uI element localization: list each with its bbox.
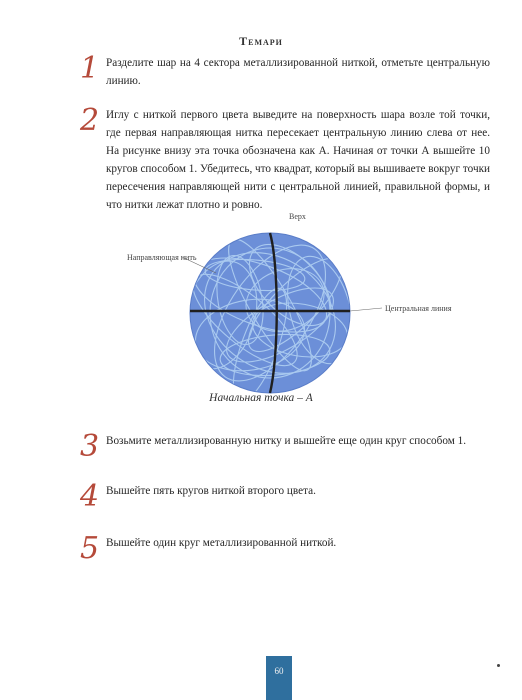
- step-number: 5: [80, 531, 100, 566]
- step-2: [80, 103, 490, 214]
- label-center-line: Центральная линия: [385, 304, 452, 313]
- scan-mark: [497, 664, 500, 667]
- step-text: Иглу с ниткой первого цвета выведите на поверхность шара возле той точки, где первая направляющая нитка пересекает центральную линию слева от нее. На рисунке внизу эта точка обозначена как А. Начиная от точки А вышейте 10 кругов способом 1. Убедитесь, что квадрат, который вы вышиваете вокруг точки пересечения направляющей нити с центральной линией, правильной формы, и что нитки лежат плотно и ровно.: [106, 109, 490, 211]
- step-5: [80, 531, 490, 566]
- step-number: 1: [80, 51, 100, 86]
- step-number: 4: [80, 479, 100, 514]
- label-guide-thread: Направляющая нить: [127, 253, 197, 262]
- page-number-tab: [266, 656, 292, 700]
- figure-caption: Начальная точка – А: [209, 392, 313, 404]
- step-number: 2: [80, 103, 100, 138]
- step-number: 3: [80, 429, 100, 464]
- step-text: Вышейте пять кругов ниткой второго цвета.: [106, 485, 316, 497]
- page-title: Темари: [239, 34, 283, 48]
- step-text: Возьмите металлизированную нитку и вышейте еще один круг способом 1.: [106, 435, 466, 447]
- ball-figure: [120, 205, 460, 405]
- step-1: [80, 51, 490, 90]
- step-4: [80, 479, 490, 514]
- step-3: [80, 429, 490, 464]
- step-text: Разделите шар на 4 сектора металлизированной ниткой, отметьте центральную линию.: [106, 57, 490, 87]
- page-number: 60: [274, 666, 284, 676]
- label-top: Верх: [289, 212, 306, 221]
- step-text: Вышейте один круг металлизированной ниткой.: [106, 537, 337, 549]
- center-label-pointer: [350, 308, 382, 311]
